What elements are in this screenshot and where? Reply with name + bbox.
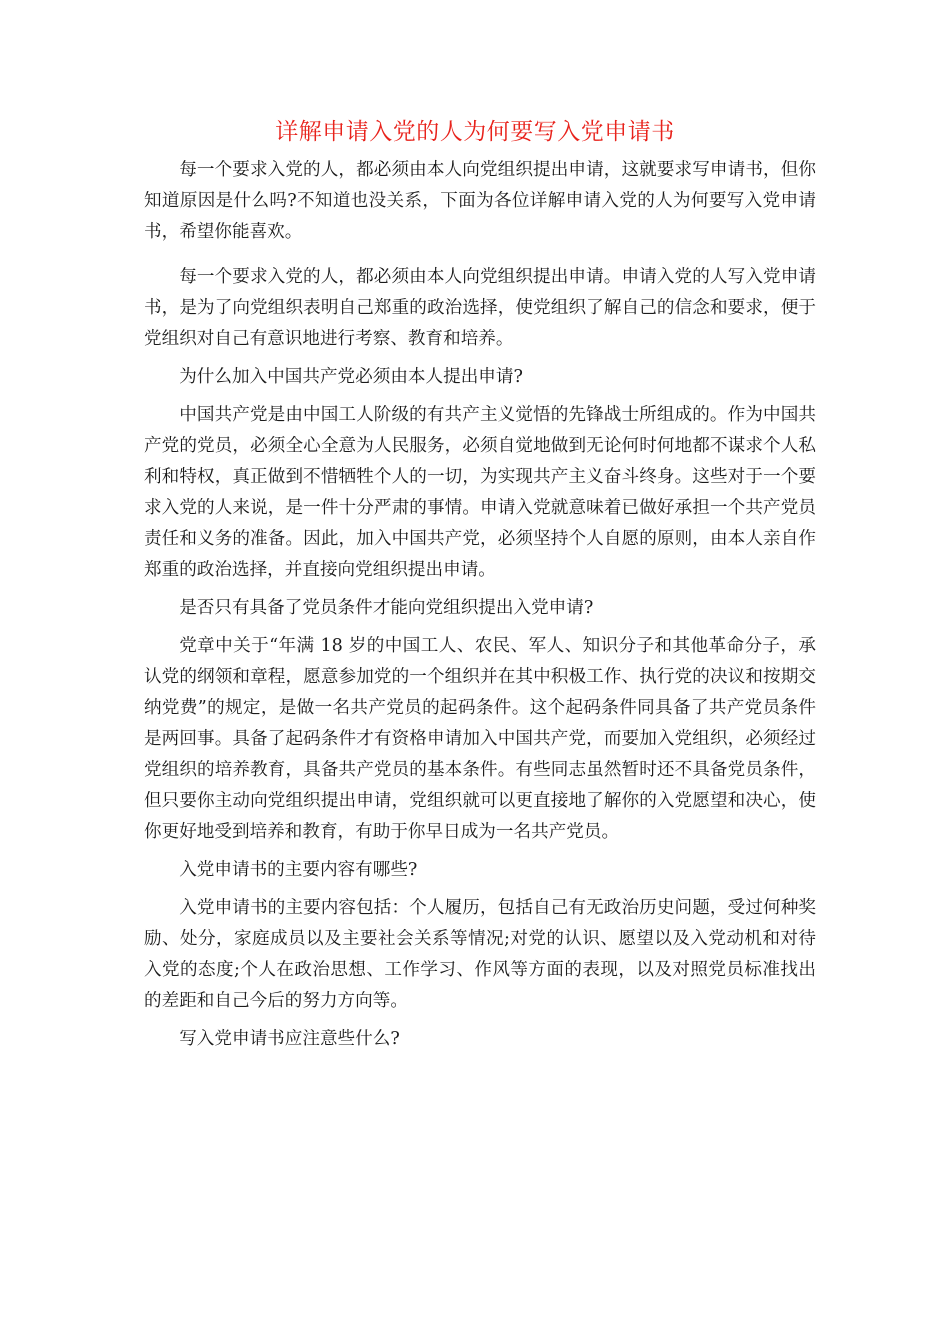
intro-paragraph: 每一个要求入党的人，都必须由本人向党组织提出申请，这就要求写申请书，但你知道原因是什么吗?不知道也没关系，下面为各位详解申请入党的人为何要写入党申请书，希望你能喜欢。 [144, 160, 816, 242]
body-paragraph: 入党申请书的主要内容包括：个人履历，包括自己有无政治历史问题，受过何种奖励、处分，家庭成员以及主要社会关系等情况;对党的认识、愿望以及入党动机和对待入党的态度;个人在政治思想、工作学习、作风等方面的表现，以及对照党员标准找出的差距和自己今后的努力方向等。 [144, 898, 816, 1011]
body-paragraph: 中国共产党是由中国工人阶级的有共产主义觉悟的先锋战士所组成的。作为中国共产党的党员，必须全心全意为人民服务，必须自觉地做到无论何时何地都不谋求个人私利和特权，真正做到不惜牺牲个人的一切，为实现共产主义奋斗终身。这些对于一个要求入党的人来说，是一件十分严肃的事情。申请入党就意味着已做好承担一个共产党员责任和义务的准备。因此，加入中国共产党，必须坚持个人自愿的原则，由本人亲自作郑重的政治选择，并直接向党组织提出申请。 [144, 405, 816, 580]
document-body [144, 155, 816, 1062]
document-title: 详解申请入党的人为何要写入党申请书 [275, 119, 675, 145]
body-paragraph: 党章中关于“年满 18 岁的中国工人、农民、军人、知识分子和其他革命分子，承认党的纲领和章程，愿意参加党的一个组织并在其中积极工作、执行党的决议和按期交纳党费”的规定，是做一名共产党员的起码条件。这个起码条件同具备了共产党员条件是两回事。具备了起码条件才有资格申请加入中国共产党，而要加入党组织，必须经过党组织的培养教育，具备共产党员的基本条件。有些同志虽然暂时还不具备党员条件，但只要你主动向党组织提出申请，党组织就可以更直接地了解你的入党愿望和决心，使你更好地受到培养和教育，有助于你早日成为一名共产党员。 [144, 636, 816, 842]
section-question: 写入党申请书应注意些什么? [179, 1029, 400, 1049]
section-question: 是否只有具备了党员条件才能向党组织提出入党申请? [179, 598, 594, 618]
section-question: 入党申请书的主要内容有哪些? [179, 860, 418, 880]
section-question: 为什么加入中国共产党必须由本人提出申请? [179, 367, 523, 387]
body-paragraph: 每一个要求入党的人，都必须由本人向党组织提出申请。申请入党的人写入党申请书，是为了向党组织表明自己郑重的政治选择，使党组织了解自己的信念和要求，便于党组织对自己有意识地进行考察、教育和培养。 [144, 267, 816, 349]
